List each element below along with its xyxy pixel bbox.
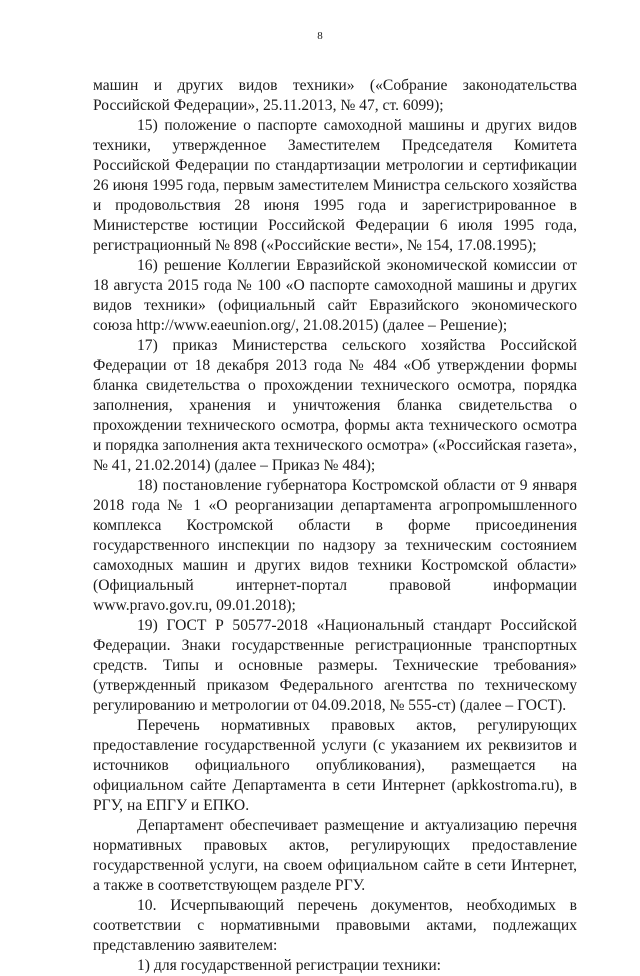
paragraph-acts-list-placement: Перечень нормативных правовых актов, регулирующих предоставление государственной услуги (с указанием их реквизитов и источников официального опубликования), размещается на официальном сайте Департамента в сети Интернет (apkkostroma.ru), в РГУ, на ЕПГУ и ЕПКО.: [93, 717, 577, 814]
paragraph-item-15: 15) положение о паспорте самоходной машины и других видов техники, утвержденное Заместителем Председателя Комитета Российской Федерации по стандартизации метрологии и сертификации 26 июня 1995 года, первым заместителем Министра сельского хозяйства и продовольствия 28 июня 1995 года и зарегистрированное в Министерстве юстиции Российской Федерации 6 июля 1995 года, регистрационный № 898 («Российские вести», № 154, 17.08.1995);: [93, 117, 577, 254]
page-number: 8: [317, 30, 323, 42]
paragraph-item-17: 17) приказ Министерства сельского хозяйства Российской Федерации от 18 декабря 2013 года № 484 «Об утверждении формы бланка свидетельства о прохождении технического осмотра, порядка заполнения, хранения и уничтожения бланка свидетельства о прохождении технического осмотра, формы акта технического осмотра и порядка заполнения акта технического осмотра» («Российская газета», № 41, 21.02.2014) (далее – Приказ № 484);: [93, 337, 577, 474]
paragraph-item-19: 19) ГОСТ Р 50577-2018 «Национальный стандарт Российской Федерации. Знаки государственные регистрационные транспортных средств. Типы и основные размеры. Технические требования» (утвержденный приказом Федерального агентства по техническому регулированию и метрологии от 04.09.2018, № 555-ст) (далее – ГОСТ).: [93, 617, 577, 714]
paragraph-section-10: 10. Исчерпывающий перечень документов, необходимых в соответствии с нормативными правовыми актами, подлежащих представлению заявителем:: [93, 897, 577, 954]
paragraph-item-18: 18) постановление губернатора Костромской области от 9 января 2018 года № 1 «О реорганизации департамента агропромышленного комплекса Костромской области в форме присоединения государственного инспекции по надзору за техническим состоянием самоходных машин и других видов техники Костромской области» (Официальный интернет-портал правовой информации www.pravo.gov.ru, 09.01.2018);: [93, 477, 577, 614]
paragraph-item-16: 16) решение Коллегии Евразийской экономической комиссии от 18 августа 2015 года № 100 «О паспорте самоходной машины и других видов техники» (официальный сайт Евразийского экономического союза http://www.eaeunion.org/, 21.08.2015) (далее – Решение);: [93, 257, 577, 334]
paragraph-department-actualization: Департамент обеспечивает размещение и актуализацию перечня нормативных правовых актов, регулирующих предоставление государственной услуги, на своем официальном сайте в сети Интернет, а также в соответствующем разделе РГУ.: [93, 817, 577, 894]
paragraph-subitem-1: 1) для государственной регистрации техники:: [137, 957, 442, 974]
paragraph-continuation: машин и других видов техники» («Собрание законодательства Российской Федерации», 25.11.2013, № 47, ст. 6099);: [93, 77, 577, 114]
document-body: [93, 76, 577, 976]
